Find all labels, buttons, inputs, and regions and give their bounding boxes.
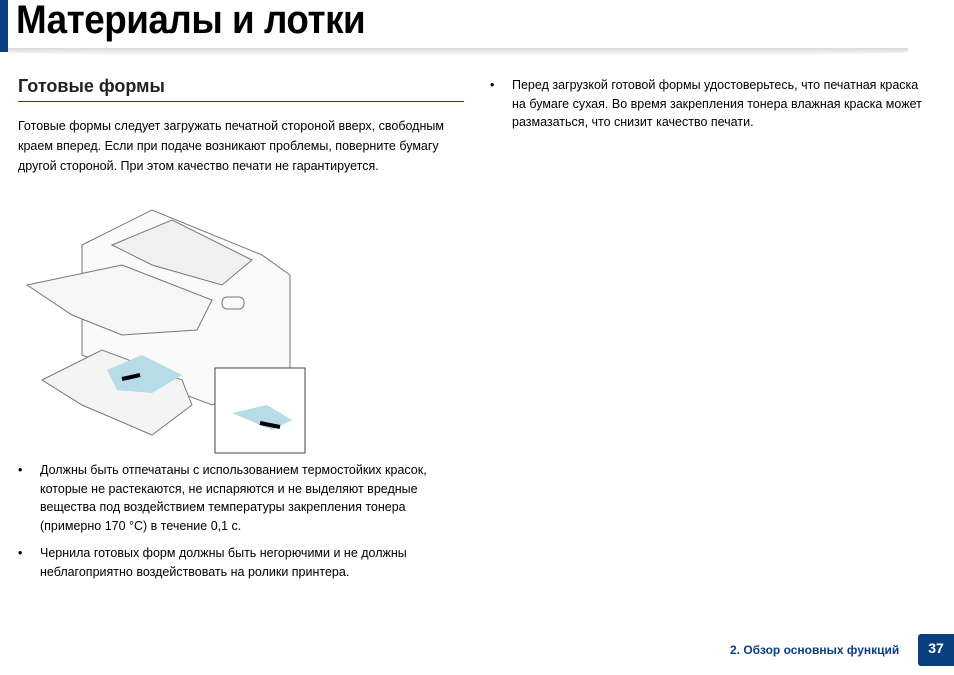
- footer-chapter-link[interactable]: 2. Обзор основных функций: [730, 643, 900, 657]
- list-item: • Чернила готовых форм должны быть негорючими и не должны неблагоприятно воздействовать на ролики принтера.: [18, 544, 468, 581]
- section-rule: [18, 101, 464, 102]
- section-title: Готовые формы: [18, 76, 165, 96]
- printer-illustration: [22, 205, 307, 455]
- list-item: • Перед загрузкой готовой формы удостоверьтесь, что печатная краска на бумаге сухая. Во время закрепления тонера влажная краска может размазаться, что снизит качество печати.: [490, 76, 930, 132]
- page-title: Материалы и лотки: [16, 0, 366, 42]
- right-bullet-list: [490, 76, 930, 141]
- left-bullet-list: [18, 461, 468, 590]
- header-divider: [8, 48, 908, 56]
- intro-paragraph: Готовые формы следует загружать печатной стороной вверх, свободным краем вперед. Если при подаче возникают проблемы, поверните бумагу другой стороной. При этом качество печати не гарантируется.: [18, 119, 444, 173]
- header-accent-bar: [0, 0, 8, 52]
- list-item: • Должны быть отпечатаны с использованием термостойких красок, которые не растекаются, не испаряются и не выделяют вредные вещества под воздействием температуры закрепления тонера (примерно 170 °C) в течение 0,1 с.: [18, 461, 468, 535]
- page-number: 37: [918, 634, 954, 666]
